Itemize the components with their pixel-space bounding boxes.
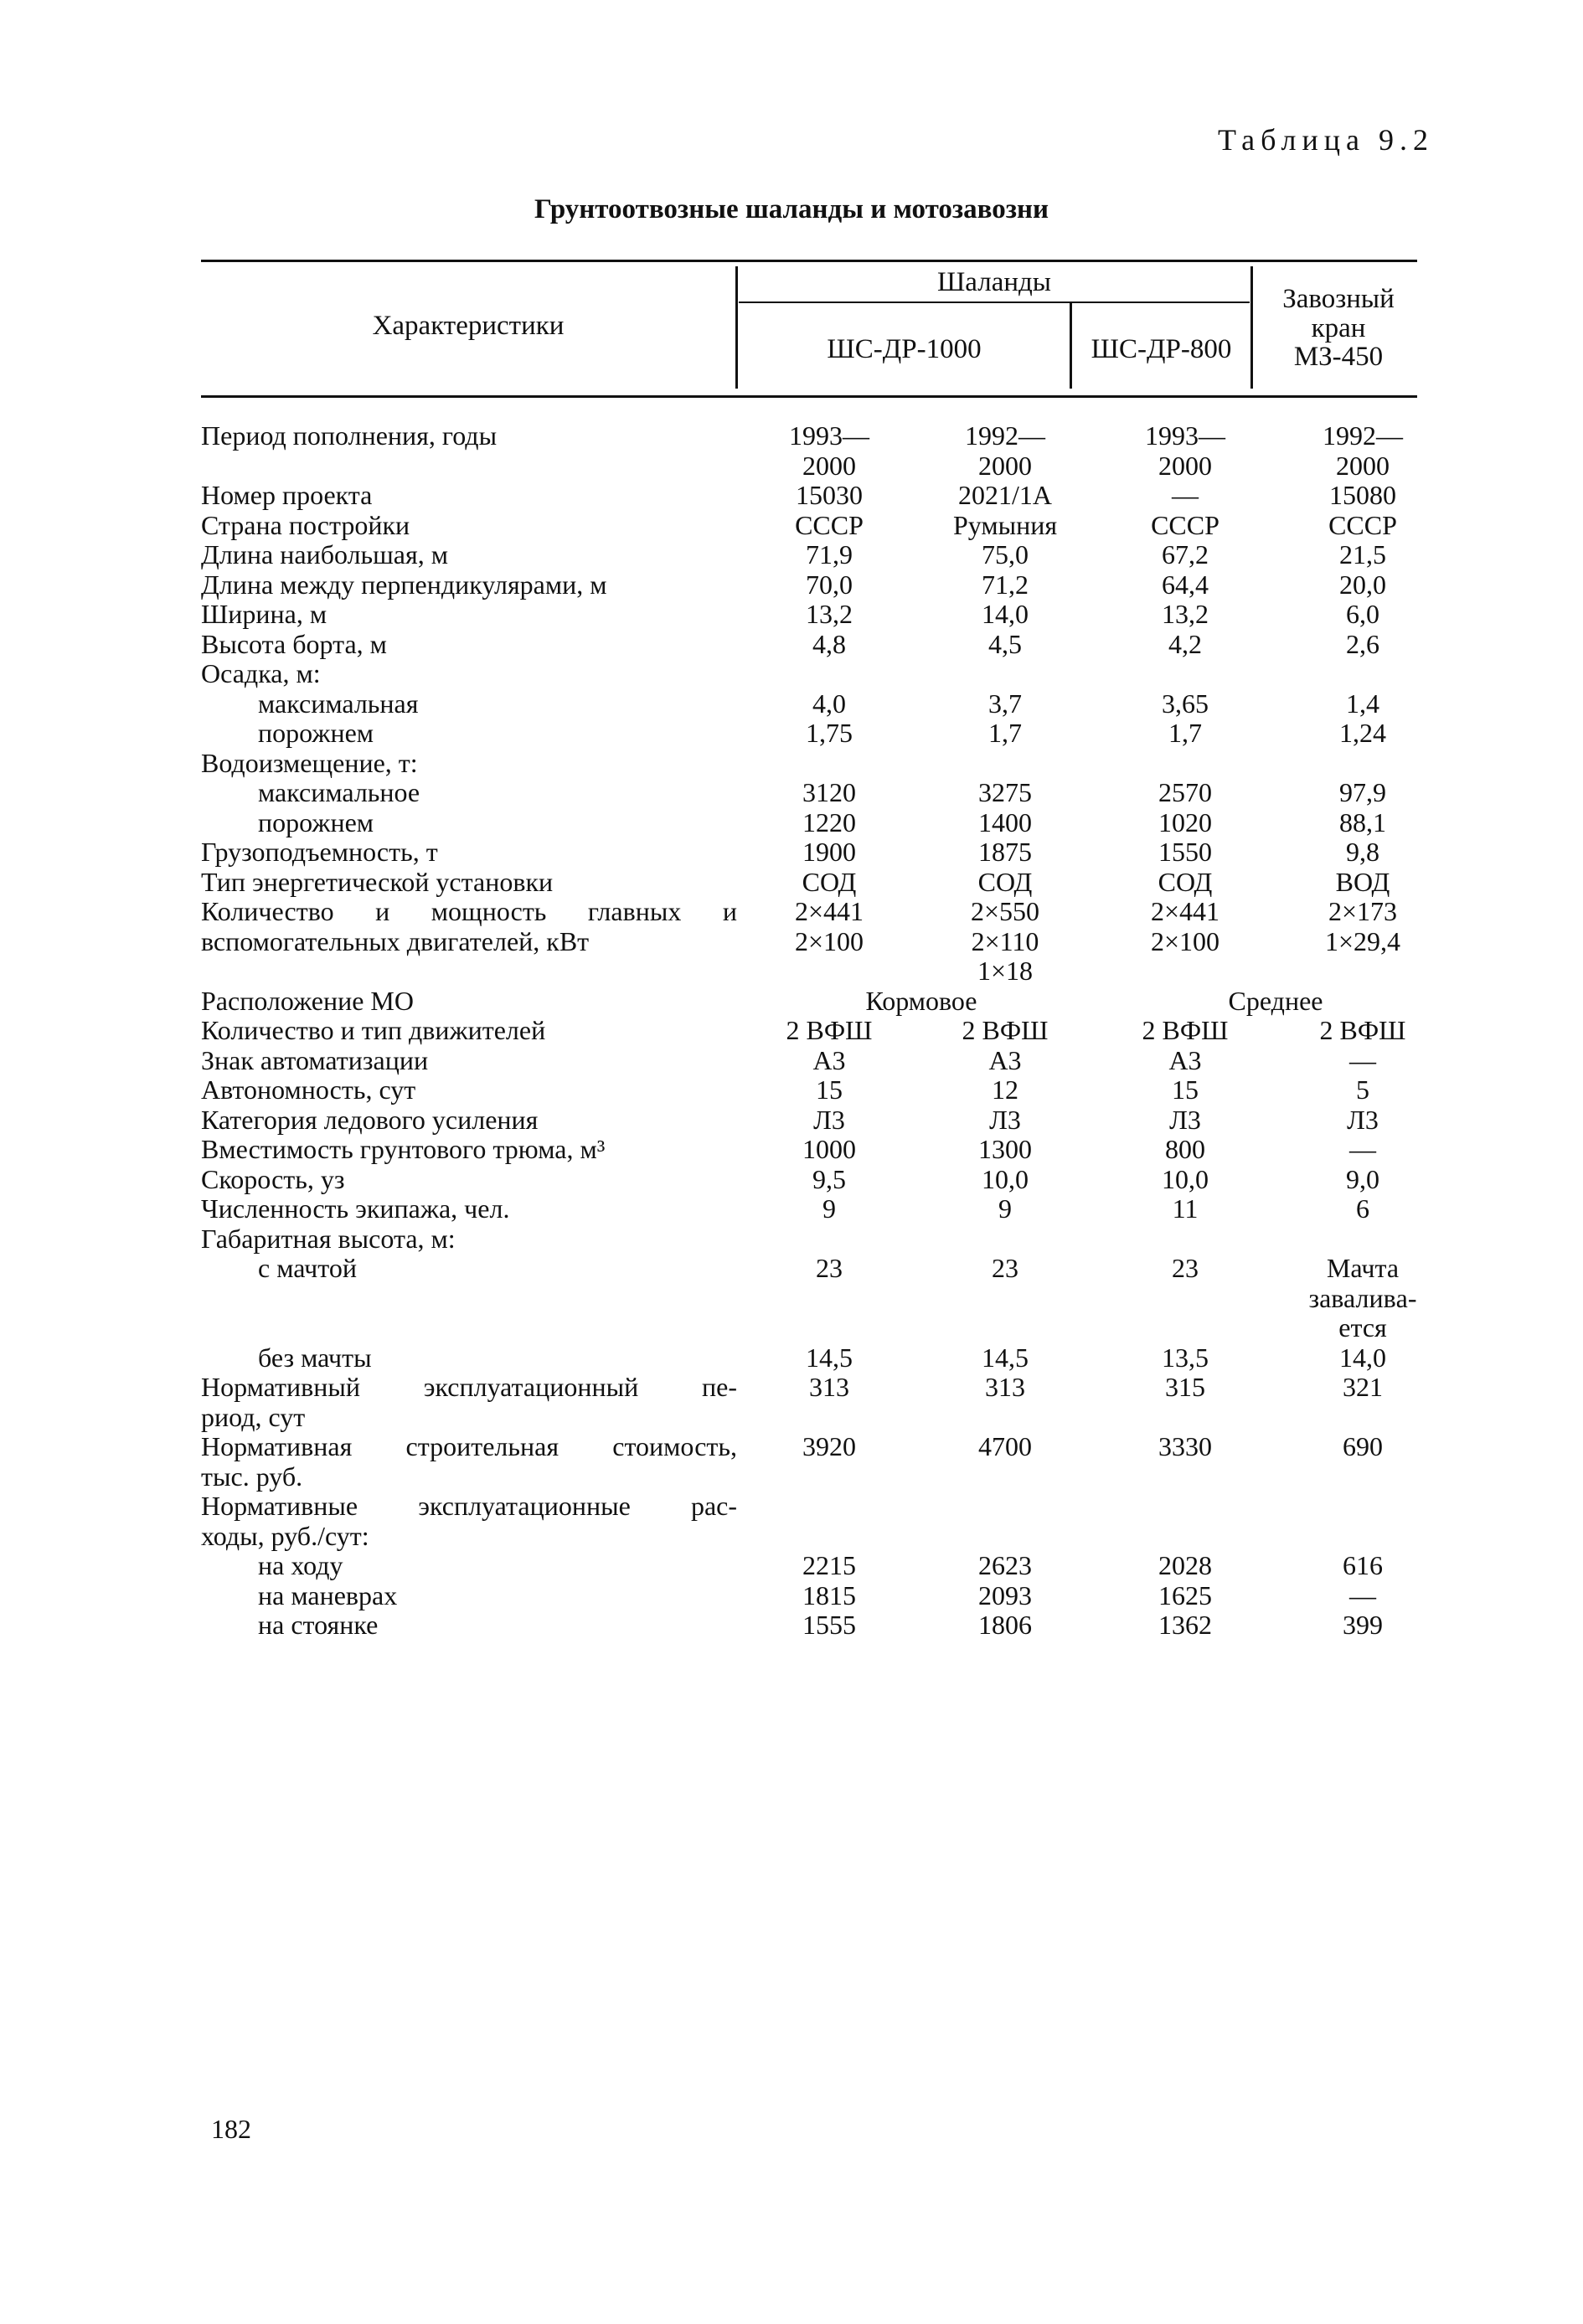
cell-value: А3 [1168, 1044, 1202, 1075]
row-label: тыс. руб. [201, 1461, 303, 1492]
table-row [201, 1046, 1441, 1076]
cell-value: СОД [802, 866, 857, 897]
row-label: Скорость, уз [201, 1163, 345, 1194]
group-rule [739, 301, 1250, 303]
cell-value: 2093 [978, 1579, 1032, 1610]
cell-value: СССР [1328, 509, 1397, 540]
cell-value: 2215 [802, 1550, 856, 1580]
cell-value: 1,4 [1346, 688, 1379, 719]
cell-value: 4,5 [988, 628, 1022, 659]
cell-value: 1000 [802, 1134, 856, 1164]
cell-value: 2000 [802, 450, 856, 481]
table-row [201, 749, 1441, 779]
table-row [201, 1432, 1441, 1462]
cell-value: 9 [998, 1193, 1012, 1224]
cell-value: 1550 [1158, 837, 1212, 867]
header-col-kran [1253, 285, 1424, 372]
row-label: Длина наибольшая, м [201, 539, 448, 569]
cell-value: 10,0 [982, 1163, 1029, 1194]
cell-value: 321 [1343, 1372, 1383, 1402]
cell-value: 2623 [978, 1550, 1032, 1580]
table-row [201, 897, 1441, 927]
row-label: Количество и тип движителей [201, 1015, 546, 1045]
header-characteristics: Характеристики [372, 311, 565, 341]
cell-value: А3 [812, 1044, 846, 1075]
table-row [201, 1343, 1441, 1373]
row-label: Осадка, м: [201, 658, 321, 688]
cell-value: 2000 [978, 450, 1032, 481]
table-row [201, 956, 1441, 987]
cell-value: 14,0 [982, 599, 1029, 629]
row-label: Грузоподъемность, т [201, 837, 438, 867]
cell-value: 64,4 [1162, 569, 1209, 600]
table-row [201, 1135, 1441, 1165]
header-divider-1 [735, 266, 738, 389]
table-row [201, 719, 1441, 749]
row-label: Водоизмещение, т: [201, 747, 418, 778]
cell-value: 71,2 [982, 569, 1029, 600]
cell-value: 1992— [965, 420, 1045, 451]
cell-value: — [1349, 1134, 1376, 1164]
row-label: Численность экипажа, чел. [201, 1193, 510, 1224]
table-row [201, 1373, 1441, 1403]
cell-value: 70,0 [806, 569, 853, 600]
table-title: Грунтоотвозные шаланды и мотозавозни [534, 194, 1049, 224]
cell-value: 1,7 [988, 718, 1022, 748]
row-label: Нормативная строительная стоимость, [201, 1431, 737, 1461]
cell-value: 23 [1172, 1253, 1199, 1283]
cell-value: Л3 [989, 1104, 1021, 1135]
table-row [201, 421, 1441, 451]
table-row [201, 778, 1441, 808]
row-label: на ходу [258, 1550, 343, 1580]
cell-value: 4700 [978, 1431, 1032, 1461]
cell-value: 2×100 [794, 925, 864, 956]
row-label: Номер проекта [201, 480, 373, 510]
table-row [201, 1105, 1441, 1136]
cell-value: 15 [816, 1074, 843, 1105]
cell-value: 2000 [1336, 450, 1390, 481]
cell-value: 1900 [802, 837, 856, 867]
table-row [201, 1403, 1441, 1433]
table-row [201, 1313, 1441, 1343]
row-label: Длина между перпендикулярами, м [201, 569, 607, 600]
cell-value: — [1349, 1579, 1376, 1610]
row-label: Нормативный эксплуатационный пе- [201, 1372, 737, 1402]
cell-value: 71,9 [806, 539, 853, 569]
header-top-rule [201, 260, 1417, 262]
cell-value: 1,7 [1168, 718, 1202, 748]
cell-value: 2,6 [1346, 628, 1379, 659]
cell-value: 2×550 [970, 896, 1040, 926]
cell-value: 14,5 [982, 1342, 1029, 1373]
cell-value: 2×100 [1150, 925, 1220, 956]
cell-value: 2021/1А [958, 480, 1052, 510]
span-value-left: Кормовое [865, 985, 977, 1016]
table-row [201, 1284, 1441, 1314]
cell-value: 313 [985, 1372, 1025, 1402]
table-row [201, 927, 1441, 957]
cell-value: 6,0 [1346, 599, 1379, 629]
cell-value: 1555 [802, 1610, 856, 1640]
table-row [201, 659, 1441, 689]
table-row [201, 868, 1441, 898]
cell-value: Л3 [1169, 1104, 1201, 1135]
cell-value: 399 [1343, 1610, 1383, 1640]
table-row [201, 511, 1441, 541]
cell-value: 20,0 [1339, 569, 1386, 600]
cell-value: 1625 [1158, 1579, 1212, 1610]
cell-value: 3920 [802, 1431, 856, 1461]
table-row [201, 689, 1441, 719]
cell-value: — [1172, 480, 1199, 510]
cell-value: 3330 [1158, 1431, 1212, 1461]
cell-value: 2×441 [1150, 896, 1220, 926]
row-label: на стоянке [258, 1610, 379, 1640]
row-label: Расположение МО [201, 985, 414, 1016]
cell-value: 75,0 [982, 539, 1029, 569]
cell-value: 3,7 [988, 688, 1022, 719]
table-row [201, 600, 1441, 630]
row-label: порожнем [258, 718, 374, 748]
table-row [201, 1551, 1441, 1581]
cell-value: 21,5 [1339, 539, 1386, 569]
cell-value: 1×18 [977, 956, 1034, 986]
cell-value: 9,5 [812, 1163, 846, 1194]
row-label: вспомогательных двигателей, кВт [201, 925, 590, 956]
cell-value: 2×110 [971, 925, 1039, 956]
row-label: с мачтой [258, 1253, 357, 1283]
table-row [201, 481, 1441, 511]
table-row [201, 1016, 1441, 1046]
header-col-kran-line1: Завозный [1282, 284, 1395, 314]
cell-value: 97,9 [1339, 777, 1386, 807]
row-label: Габаритная высота, м: [201, 1223, 456, 1254]
cell-value: 11 [1172, 1193, 1199, 1224]
table-row [201, 630, 1441, 660]
table-row [201, 1254, 1441, 1284]
cell-value: 9,0 [1346, 1163, 1379, 1194]
cell-value: 23 [816, 1253, 843, 1283]
cell-value: 2028 [1158, 1550, 1212, 1580]
header-col-kran-line2: кран [1311, 312, 1366, 343]
table-row [201, 1194, 1441, 1224]
cell-value: 67,2 [1162, 539, 1209, 569]
cell-value: 9,8 [1346, 837, 1379, 867]
cell-value: 1020 [1158, 806, 1212, 837]
table-row [201, 808, 1441, 838]
cell-value: СОД [977, 866, 1033, 897]
row-label: Знак автоматизации [201, 1044, 429, 1075]
cell-value: Л3 [813, 1104, 845, 1135]
table-row [201, 570, 1441, 600]
span-value-right: Среднее [1228, 985, 1323, 1016]
row-label: Ширина, м [201, 599, 327, 629]
header-col-shs800: ШС-ДР-800 [1091, 334, 1232, 364]
cell-value: 9 [822, 1193, 836, 1224]
cell-value: 2 ВФШ [786, 1015, 873, 1045]
cell-value: СССР [795, 509, 864, 540]
cell-value: 15 [1172, 1074, 1199, 1105]
cell-value: 3120 [802, 777, 856, 807]
page-number: 182 [211, 2114, 251, 2144]
cell-value: Л3 [1347, 1104, 1379, 1135]
row-label: Период пополнения, годы [201, 420, 498, 451]
table-row [201, 1075, 1441, 1105]
row-label: максимальное [258, 777, 420, 807]
table-row [201, 1224, 1441, 1255]
row-label: порожнем [258, 806, 374, 837]
row-label: Страна постройки [201, 509, 410, 540]
table-row [201, 451, 1441, 482]
cell-value: 23 [992, 1253, 1018, 1283]
cell-value: 2 ВФШ [962, 1015, 1049, 1045]
row-label: на маневрах [258, 1579, 398, 1610]
cell-value: 1362 [1158, 1610, 1212, 1640]
cell-value: 1,75 [806, 718, 853, 748]
cell-value: 2×173 [1328, 896, 1398, 926]
cell-value: 2 ВФШ [1319, 1015, 1406, 1045]
cell-value: 2570 [1158, 777, 1212, 807]
cell-value: 15030 [796, 480, 863, 510]
row-label: ходы, руб./сут: [201, 1520, 369, 1551]
cell-value: 1400 [978, 806, 1032, 837]
cell-value: 15080 [1329, 480, 1396, 510]
row-label: Количество и мощность главных и [201, 896, 737, 926]
cell-value: 1815 [802, 1579, 856, 1610]
cell-value: Мачта [1326, 1253, 1400, 1283]
cell-value: ВОД [1335, 866, 1390, 897]
cell-value: 1×29,4 [1324, 925, 1401, 956]
table-row [201, 1522, 1441, 1552]
table-row [201, 837, 1441, 868]
cell-value: 315 [1165, 1372, 1205, 1402]
table-body [201, 421, 1441, 1641]
cell-value: 1992— [1323, 420, 1403, 451]
table-number: Таблица 9.2 [1218, 123, 1434, 157]
row-label: без мачты [258, 1342, 372, 1373]
cell-value: — [1349, 1044, 1376, 1075]
header-group-shalandy: Шаланды [937, 267, 1051, 297]
cell-value: 13,5 [1162, 1342, 1209, 1373]
row-label: Категория ледового усиления [201, 1104, 539, 1135]
cell-value: 3,65 [1162, 688, 1209, 719]
cell-value: 3275 [978, 777, 1032, 807]
table-row [201, 987, 1441, 1017]
cell-value: 10,0 [1162, 1163, 1209, 1194]
cell-value: 1300 [978, 1134, 1032, 1164]
cell-value: 13,2 [1162, 599, 1209, 629]
cell-value: А3 [988, 1044, 1022, 1075]
cell-value: 1875 [978, 837, 1032, 867]
table-row [201, 1492, 1441, 1522]
cell-value: 4,8 [812, 628, 846, 659]
cell-value: 690 [1343, 1431, 1383, 1461]
cell-value: 1,24 [1339, 718, 1386, 748]
row-label: Нормативные эксплуатационные рас- [201, 1491, 737, 1521]
cell-value: 5 [1356, 1074, 1369, 1105]
cell-value: 1993— [1145, 420, 1225, 451]
header-col-shs1000: ШС-ДР-1000 [827, 334, 982, 364]
table-row [201, 1462, 1441, 1492]
row-label: Высота борта, м [201, 628, 387, 659]
cell-value: 2×441 [794, 896, 864, 926]
header-col-kran-line3: МЗ-450 [1293, 342, 1384, 373]
cell-value: 1806 [978, 1610, 1032, 1640]
cell-value: 4,0 [812, 688, 846, 719]
row-label: Автономность, сут [201, 1074, 416, 1105]
cell-value: 13,2 [806, 599, 853, 629]
cell-value: 800 [1165, 1134, 1205, 1164]
cell-value: ется [1338, 1312, 1387, 1342]
cell-value: 6 [1356, 1193, 1369, 1224]
cell-value: 616 [1343, 1550, 1383, 1580]
table-row [201, 540, 1441, 570]
cell-value: 2000 [1158, 450, 1212, 481]
cell-value: СССР [1151, 509, 1219, 540]
cell-value: СОД [1158, 866, 1213, 897]
cell-value: заваливa- [1308, 1282, 1417, 1313]
cell-value: 4,2 [1168, 628, 1202, 659]
cell-value: 12 [992, 1074, 1018, 1105]
cell-value: 1993— [789, 420, 869, 451]
row-label: максимальная [258, 688, 419, 719]
row-label: Тип энергетической установки [201, 866, 554, 897]
cell-value: 14,0 [1339, 1342, 1386, 1373]
cell-value: 1220 [802, 806, 856, 837]
cell-value: 14,5 [806, 1342, 853, 1373]
row-label: риод, сут [201, 1401, 306, 1432]
table-row [201, 1165, 1441, 1195]
cell-value: 313 [809, 1372, 849, 1402]
table-row [201, 1610, 1441, 1641]
cell-value: Румыния [952, 509, 1058, 540]
cell-value: 88,1 [1339, 806, 1386, 837]
row-label: Вместимость грунтового трюма, м³ [201, 1134, 606, 1164]
cell-value: 2 ВФШ [1142, 1015, 1229, 1045]
table-row [201, 1581, 1441, 1611]
header-bottom-rule [201, 395, 1417, 398]
